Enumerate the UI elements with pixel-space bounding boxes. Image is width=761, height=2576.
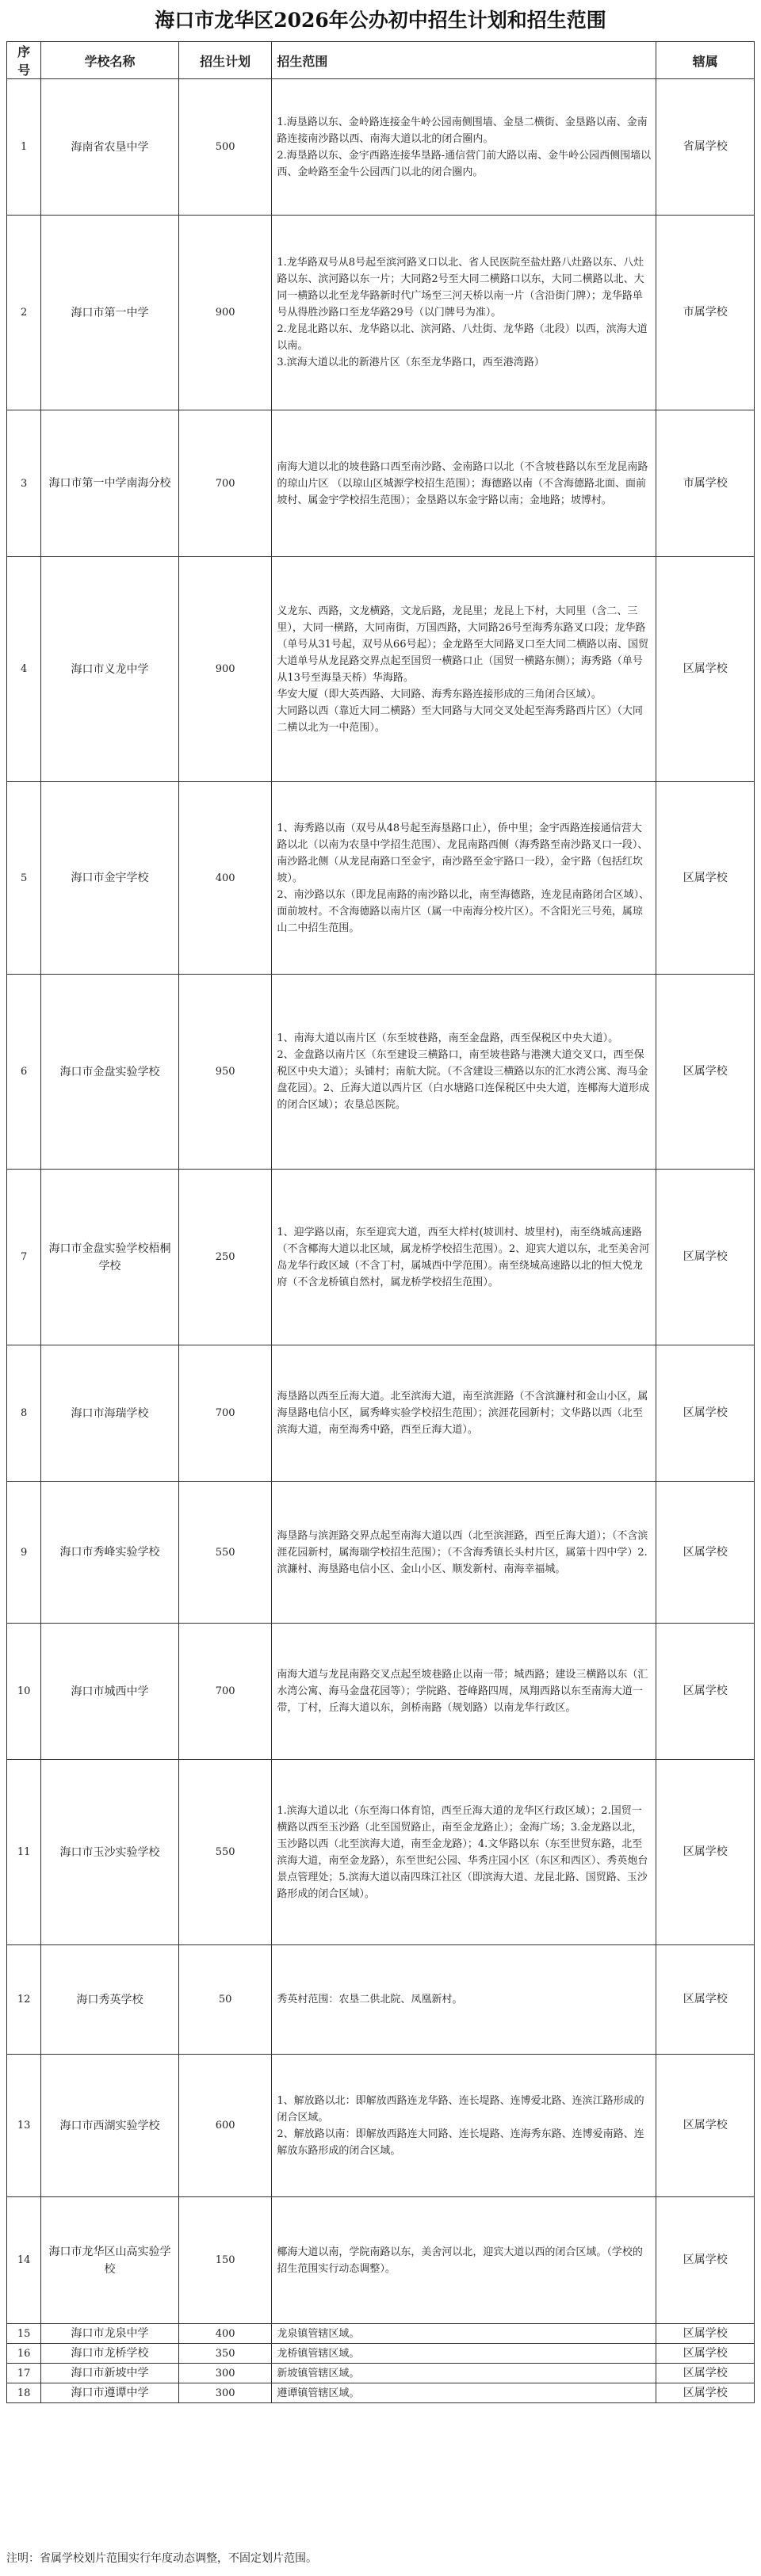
school-name: 海口市金盘实验学校: [41, 975, 179, 1170]
school-name: 海南省农垦中学: [41, 79, 179, 216]
range-paragraph: 3.滨海大道以北的新港片区（东至龙华路口，西至港湾路）: [277, 357, 545, 368]
table-row: [7, 1945, 755, 2055]
jurisdiction: 区属学校: [656, 782, 755, 975]
enrollment-plan: 300: [178, 2383, 271, 2403]
row-number: 17: [7, 2364, 41, 2383]
school-name: 海口市龙华区山高实验学校: [41, 2197, 179, 2324]
table-row: [7, 2055, 755, 2197]
jurisdiction: 区属学校: [656, 975, 755, 1170]
range-paragraph: 遵谭镇管辖区域。: [277, 2387, 360, 2399]
jurisdiction: 区属学校: [656, 2364, 755, 2383]
table-row: [7, 1624, 755, 1760]
school-name: 海口市城西中学: [41, 1624, 179, 1760]
range-paragraph: 2.龙昆北路以东、龙华路以北、滨河路、八灶街、龙华路（北段）以西，滨海大道以南。: [277, 323, 648, 352]
row-number: 15: [7, 2324, 41, 2344]
row-number: 4: [7, 557, 41, 782]
range-paragraph: 1、解放路以北：即解放西路连龙华路、连长堤路、连博爱北路、连滨江路形成的闭合区域。: [277, 2094, 644, 2124]
school-name: 海口市玉沙实验学校: [41, 1760, 179, 1945]
enrollment-plan: 700: [178, 1624, 271, 1760]
row-number: 16: [7, 2344, 41, 2364]
header-plan: 招生计划: [178, 42, 271, 79]
table-row: [7, 2364, 755, 2383]
jurisdiction: 区属学校: [656, 2197, 755, 2324]
header-school: 学校名称: [41, 42, 179, 79]
table-header-row: [7, 42, 755, 79]
range-paragraph: 大同路以西（靠近大同二横路）至大同路与大同交叉处起至海秀路西片区）（大同二横以北为一中范围）。: [277, 704, 643, 734]
enrollment-range: [272, 1760, 656, 1945]
enrollment-range: [272, 2344, 656, 2364]
enrollment-plan: 550: [178, 1760, 271, 1945]
range-paragraph: 1.滨海大道以北（东至海口体育馆，西至丘海大道的龙华区行政区域）；2.国贸一横路以西至玉沙路（北至国贸路止，南至金龙路止）；金海广场；3.金龙路以北，玉沙路以西（北至滨海大道，南至金龙路）；4.文华路以东（东至世贸东路，北至滨海大道，南至金龙路），东至世纪公园、华秀庄园小区（东区和西区）、秀英炮台景点管理处；5.滨海大道以南四珠江社区（即滨海大道、龙昆北路、国贸路、玉沙路形成的闭合区域）。: [277, 1804, 648, 1900]
row-number: 8: [7, 1345, 41, 1482]
enrollment-plan: 900: [178, 216, 271, 410]
jurisdiction: 区属学校: [656, 1945, 755, 2055]
row-number: 18: [7, 2383, 41, 2403]
school-name: 海口市金盘实验学校梧桐学校: [41, 1170, 179, 1345]
school-name: 海口市金宇学校: [41, 782, 179, 975]
table-row: [7, 2344, 755, 2364]
enrollment-plan: 150: [178, 2197, 271, 2324]
range-paragraph: 海垦路与滨涯路交界点起至南海大道以西（北至滨涯路，西至丘海大道）；（不含滨涯花园新村，属海瑞学校招生范围）；（不含海秀镇长头村片区，属第十四中学）2.滨濂村、海垦路电信小区、金山小区、顺发新村、南海幸福城。: [277, 1529, 648, 1575]
enrollment-range: [272, 2364, 656, 2383]
enrollment-range: [272, 557, 656, 782]
jurisdiction: 市属学校: [656, 410, 755, 557]
range-paragraph: 义龙东、西路，文龙横路，文龙后路，龙昆里；龙昆上下村，大同里（含二、三里），大同一横路，大同南街，万国西路，大同路26号至海秀东路叉口段；龙华路（单号从31号起，双号从66号起）；金龙路至大同路叉口至大同二横路以南、国贸大道单号从龙昆路交界点起至国贸一横路口止（国贸一横路东侧）；海秀路（单号从13号至海垦天桥）华海路。: [277, 605, 648, 684]
jurisdiction: 区属学校: [656, 1482, 755, 1624]
row-number: 12: [7, 1945, 41, 2055]
school-name: 海口市遵谭中学: [41, 2383, 179, 2403]
row-number: 10: [7, 1624, 41, 1760]
row-number: 2: [7, 216, 41, 410]
enrollment-range: [272, 782, 656, 975]
table-row: [7, 975, 755, 1170]
enrollment-plan: 400: [178, 782, 271, 975]
table-row: [7, 410, 755, 557]
table-row: [7, 1345, 755, 1482]
enrollment-plan: 950: [178, 975, 271, 1170]
enrollment-range: [272, 2197, 656, 2324]
enrollment-plan: 350: [178, 2344, 271, 2364]
table-row: [7, 79, 755, 216]
footnote: 注明：省属学校划片范围实行年度动态调整，不固定划片范围。: [6, 2552, 317, 2565]
school-name: 海口市新坡中学: [41, 2364, 179, 2383]
row-number: 5: [7, 782, 41, 975]
school-name: 海口市龙泉中学: [41, 2324, 179, 2344]
row-number: 6: [7, 975, 41, 1170]
row-number: 3: [7, 410, 41, 557]
school-name: 海口市第一中学南海分校: [41, 410, 179, 557]
enrollment-range: [272, 1945, 656, 2055]
enrollment-table: [6, 41, 755, 2403]
range-paragraph: 椰海大道以南，学院南路以东，美舍河以北，迎宾大道以西的闭合区域。（学校的招生范围实行动态调整）。: [277, 2246, 643, 2275]
range-paragraph: 龙桥镇管辖区域。: [277, 2347, 360, 2360]
enrollment-plan: 700: [178, 410, 271, 557]
range-paragraph: 1.海垦路以东、金岭路连接金牛岭公园南侧围墙、金垦二横街、金垦路以南、金南路连接南沙路以西、南海大道以北的闭合圈内。: [277, 116, 648, 145]
enrollment-range: [272, 1170, 656, 1345]
row-number: 13: [7, 2055, 41, 2197]
jurisdiction: 区属学校: [656, 2055, 755, 2197]
jurisdiction: 省属学校: [656, 79, 755, 216]
jurisdiction: 区属学校: [656, 1170, 755, 1345]
school-name: 海口市第一中学: [41, 216, 179, 410]
table-row: [7, 1760, 755, 1945]
header-no: 序号: [7, 42, 41, 79]
enrollment-range: [272, 975, 656, 1170]
school-name: 海口市义龙中学: [41, 557, 179, 782]
enrollment-range: [272, 2324, 656, 2344]
range-paragraph: 华安大厦（即大英西路、大同路、海秀东路连接形成的三角闭合区域）。: [277, 688, 602, 700]
school-name: 海口市海瑞学校: [41, 1345, 179, 1482]
range-paragraph: 1.龙华路双号从8号起至滨河路叉口以北、省人民医院至盐灶路八灶路以东、八灶路以东、滨河路以东一片；大同路2号至大同二横路口以东，大同二横路以北、大同一横路以北至龙华路新时代广场至三河天桥以南一片（含沿街门牌）；龙华路单号从得胜沙路口至龙华路29号（以门牌号为准）。: [277, 257, 644, 319]
page-title: 海口市龙华区2026年公办初中招生计划和招生范围: [155, 9, 606, 32]
header-type: 辖属: [656, 42, 755, 79]
school-name: 海口秀英学校: [41, 1945, 179, 2055]
row-number: 14: [7, 2197, 41, 2324]
range-paragraph: 1、海秀路以南（双号从48号起至海垦路口止），侨中里；金宇西路连接通信营大路以北（以南为农垦中学招生范围）、龙昆南路西侧（海秀路至南沙路叉口一段）、南沙路北侧（从龙昆南路口至金宇，南沙路至金宇路口一段），金宇路（包括红坎坡）。: [277, 822, 648, 884]
enrollment-range: [272, 2383, 656, 2403]
row-number: 7: [7, 1170, 41, 1345]
range-paragraph: 2.海垦路以东、金宇西路连接华垦路-通信营门前大路以南、金牛岭公园西侧围墙以西、金岭路至金牛公园西门以北的闭合圈内。: [277, 149, 652, 178]
enrollment-range: [272, 1482, 656, 1624]
enrollment-plan: 900: [178, 557, 271, 782]
table-row: [7, 216, 755, 410]
table-row: [7, 557, 755, 782]
enrollment-plan: 700: [178, 1345, 271, 1482]
range-paragraph: 新坡镇管辖区域。: [277, 2367, 360, 2379]
jurisdiction: 区属学校: [656, 557, 755, 782]
table-row: [7, 2197, 755, 2324]
range-paragraph: 秀英村范围：农垦二供北院、凤凰新村。: [277, 1994, 463, 2005]
enrollment-range: [272, 1345, 656, 1482]
enrollment-plan: 600: [178, 2055, 271, 2197]
range-paragraph: 1、南海大道以南片区（东至坡巷路，南至金盘路，西至保税区中央大道）。: [277, 1032, 619, 1044]
school-name: 海口市秀峰实验学校: [41, 1482, 179, 1624]
enrollment-range: [272, 79, 656, 216]
jurisdiction: 区属学校: [656, 2383, 755, 2403]
range-paragraph: 2、南沙路以东（即龙昆南路的南沙路以北，南至海德路，连龙昆南路闭合区域）、面前坡村。不含海德路以南片区（属一中南海分校片区）。不含阳光三号苑，属琼山二中招生范围。: [277, 888, 650, 934]
enrollment-plan: 550: [178, 1482, 271, 1624]
range-paragraph: 2、金盘路以南片区（东至建设三横路口，南至坡巷路与港澳大道交叉口，西至保税区中央大道）；头铺村；南航大院。（不含建设三横路以东的汇水湾公寓、海马金盘花园）。2、丘海大道以西片区（白水塘路口连保税区中央大道，连椰海大道形成的闭合区域）；农垦总医院。: [277, 1049, 650, 1111]
enrollment-range: [272, 2055, 656, 2197]
jurisdiction: 区属学校: [656, 1760, 755, 1945]
range-paragraph: 龙泉镇管辖区域。: [277, 2327, 360, 2340]
jurisdiction: 市属学校: [656, 216, 755, 410]
table-row: [7, 1170, 755, 1345]
table-row: [7, 2383, 755, 2403]
enrollment-plan: 50: [178, 1945, 271, 2055]
jurisdiction: 区属学校: [656, 2344, 755, 2364]
jurisdiction: 区属学校: [656, 1624, 755, 1760]
table-row: [7, 782, 755, 975]
range-paragraph: 2、解放路以南：即解放西路连大同路、连长堤路、连海秀东路、连博爱南路、连解放东路形成的闭合区域。: [277, 2128, 644, 2157]
enrollment-range: [272, 410, 656, 557]
table-row: [7, 1482, 755, 1624]
enrollment-range: [272, 1624, 656, 1760]
range-paragraph: 南海大道以北的坡巷路口西至南沙路、金南路口以北（不含坡巷路以东至龙昆南路的琼山片区 （以琼山区城源学校招生范围）；海德路以南（不含海德路北面、面前坡村、属金宇学校招生范围）；金垦路以东金宇路以南；金地路；坡博村。: [277, 460, 648, 506]
enrollment-plan: 500: [178, 79, 271, 216]
row-number: 11: [7, 1760, 41, 1945]
range-paragraph: 1、迎学路以南，东至迎宾大道，西至大样村(坡训村、坡里村)，南至绕城高速路（不含椰海大道以北区域，属龙桥学校招生范围）。2、迎宾大道以东，北至美舍河岛龙华行政区域（不含丁村，属城西中学范围）。南至绕城高速路以北的恒大悦龙府（不含龙桥镇自然村，属龙桥学校招生范围）。: [277, 1226, 650, 1288]
range-paragraph: 海垦路以西至丘海大道。北至滨海大道，南至滨涯路（不含滨濂村和金山小区，属海垦路电信小区，属秀峰实验学校招生范围）；滨涯花园新村；文华路以西（北至滨海大道，南至海秀中路，西至丘海大道）。: [277, 1391, 648, 1436]
school-name: 海口市龙桥学校: [41, 2344, 179, 2364]
jurisdiction: 区属学校: [656, 1345, 755, 1482]
table-body: [7, 79, 755, 2403]
enrollment-range: [272, 216, 656, 410]
range-paragraph: 南海大道与龙昆南路交叉点起至坡巷路止以南一带；城西路；建设三横路以东（汇水湾公寓、海马金盘花园等）；学院路、苍峰路四周，凤翔西路以东至南海大道一带，丁村，丘海大道以东，剑桥南路（规划路）以南龙华行政区。: [277, 1669, 648, 1714]
jurisdiction: 区属学校: [656, 2324, 755, 2344]
header-range: 招生范围: [272, 42, 656, 79]
school-name: 海口市西湖实验学校: [41, 2055, 179, 2197]
enrollment-plan: 300: [178, 2364, 271, 2383]
enrollment-plan: 400: [178, 2324, 271, 2344]
row-number: 1: [7, 79, 41, 216]
table-row: [7, 2324, 755, 2344]
row-number: 9: [7, 1482, 41, 1624]
enrollment-plan: 250: [178, 1170, 271, 1345]
